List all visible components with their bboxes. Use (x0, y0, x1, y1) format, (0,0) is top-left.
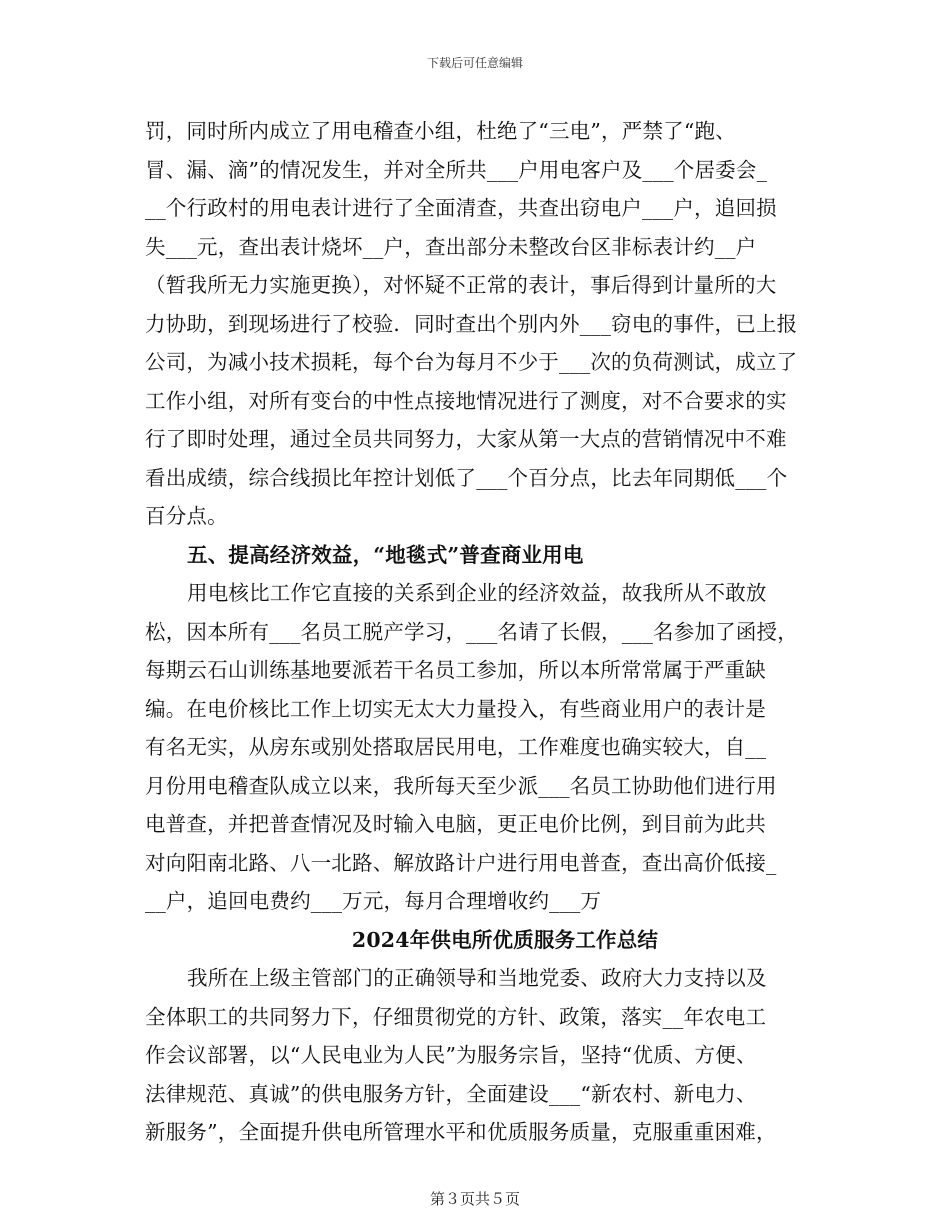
body-line: __户，追回电费约___万元，每月合理增收约___万 (145, 889, 602, 913)
body-line: 我所在上级主管部门的正确领导和当地党委、政府大力支持以及 (187, 966, 767, 990)
body-line: 公司，为减小技术损耗，每个台为每月不少于___次的负荷测试，成立了 (145, 350, 798, 374)
section-heading: 五、提高经济效益，“地毯式”普查商业用电 (187, 542, 584, 567)
page-header: 下载后可任意编辑 (426, 56, 523, 70)
body-line: 作会议部署，以“人民电业为人民”为服务宗旨，坚持“优质、方便、 (145, 1043, 757, 1067)
body-line: 失___元，查出表计烧坏__户，查出部分未整改台区非标表计约__户 (145, 234, 757, 259)
document-body (145, 112, 805, 1152)
body-line: 松，因本所有___名员工脱产学习，___名请了长假，___名参加了函授， (145, 619, 798, 644)
document-title: 2024年供电所优质服务工作总结 (351, 927, 659, 952)
body-line: （暂我所无力实施更换），对怀疑不正常的表计，事后得到计量所的大 (145, 273, 777, 297)
body-line: 行了即时处理，通过全员共同努力，大家从第一大点的营销情况中不难 (145, 427, 787, 451)
body-line: 每期云石山训练基地要派若干名员工参加，所以本所常常属于严重缺 (145, 658, 766, 682)
body-line: 法律规范、真诚”的供电服务方针，全面建设___“新农村、新电力、 (145, 1081, 757, 1106)
body-line: 罚，同时所内成立了用电稽查小组，杜绝了“三电”，严禁了“跑、 (145, 119, 736, 143)
body-line: 力协助，到现场进行了校验．同时查出个别内外___窃电的事件，已上报 (145, 311, 798, 336)
body-line: 工作小组，对所有变台的中性点接地情况进行了测度，对不合要求的实 (145, 388, 787, 413)
body-line: 新服务”，全面提升供电所管理水平和优质服务质量，克服重重困难， (145, 1120, 777, 1144)
body-line: 全体职工的共同努力下，仔细贯彻党的方针、政策，落实__年农电工 (145, 1004, 767, 1029)
body-line: 冒、漏、滴”的情况发生，并对全所共___户用电客户及___个居委会_ (145, 157, 768, 182)
body-line: 有名无实，从房东或别处搭取居民用电，工作难度也确实较大，自__ (145, 735, 767, 759)
body-line: 月份用电稽查队成立以来，我所每天至少派___名员工协助他们进行用 (145, 773, 777, 798)
body-line: 百分点。 (145, 504, 228, 528)
body-line: 看出成绩，综合线损比年控计划低了___个百分点，比去年同期低___个 (145, 465, 788, 490)
body-line: 用电核比工作它直接的关系到企业的经济效益，故我所从不敢放 (187, 581, 767, 605)
body-line: __个行政村的用电表计进行了全面清查，共查出窃电户___户，追回损 (145, 196, 777, 220)
body-line: 对向阳南北路、八一北路、解放路计户进行用电普查，查出高价低接_ (145, 850, 777, 875)
body-line: 编。在电价核比工作上切实无太大力量投入，有些商业用户的表计是 (145, 696, 766, 721)
body-line: 电普查，并把普查情况及时输入电脑，更正电价比例，到目前为此共 (145, 812, 766, 836)
page-footer: 第３页共５页 (429, 1190, 520, 1208)
